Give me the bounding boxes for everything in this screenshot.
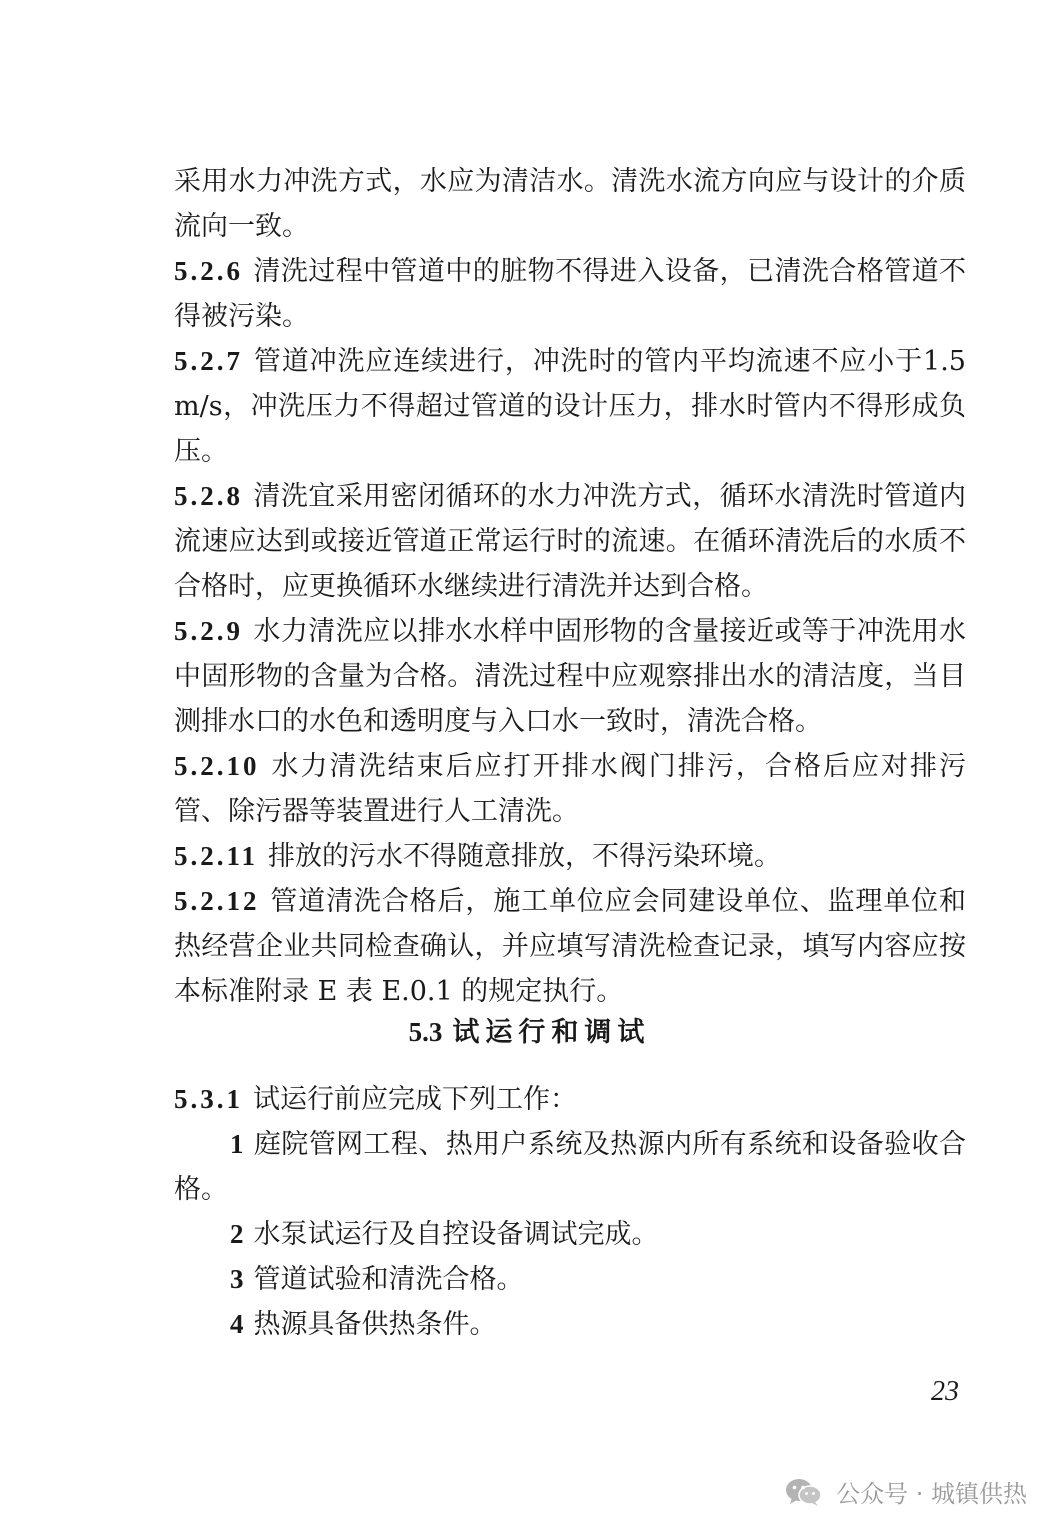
clause-text: 管道清洗合格后，施工单位应会同建设单位、监理单位和热经营企业共同检查确认，并应填写清洗检查记录，填写内容应按本标准附录 E 表 E.0.1 的规定执行。 — [174, 886, 966, 1007]
clause-5-2-6 — [174, 249, 966, 339]
clause-5-2-10 — [174, 744, 966, 834]
list-item — [174, 1302, 966, 1347]
clause-text: 清洗宜采用密闭循环的水力冲洗方式，循环水清洗时管道内流速应达到或接近管道正常运行时的流速。在循环清洗后的水质不合格时，应更换循环水继续进行清洗并达到合格。 — [174, 481, 966, 602]
section-heading — [0, 1010, 1059, 1055]
page-number: 23 — [931, 1376, 959, 1407]
clause-text: 管道冲洗应连续进行，冲洗时的管内平均流速不应小于1.5m/s，冲洗压力不得超过管道的设计压力，排水时管内不得形成负压。 — [174, 346, 966, 467]
wechat-icon — [784, 1477, 822, 1507]
paragraph-text: 采用水力冲洗方式，水应为清洁水。清洗水流方向应与设计的介质流向一致。 — [174, 166, 966, 242]
clause-text: 水力清洗应以排水水样中固形物的含量接近或等于冲洗用水中固形物的含量为合格。清洗过程中应观察排出水的清洁度，当目测排水口的水色和透明度与入口水一致时，清洗合格。 — [174, 616, 966, 737]
list-item-number: 1 — [230, 1129, 244, 1159]
list-item-number: 2 — [230, 1219, 244, 1249]
clause-number: 5.2.9 — [174, 616, 243, 646]
clause-number: 5.2.12 — [174, 886, 260, 916]
clause-number: 5.3.1 — [174, 1084, 243, 1114]
list-item-text: 管道试验和清洗合格。 — [253, 1264, 524, 1295]
clause-text: 清洗过程中管道中的脏物不得进入设备，已清洗合格管道不得被污染。 — [174, 256, 966, 332]
clause-number: 5.2.8 — [174, 481, 243, 511]
list-item-text: 庭院管网工程、热用户系统及热源内所有系统和设备验收合格。 — [174, 1129, 966, 1205]
list-item-text: 水泵试运行及自控设备调试完成。 — [253, 1219, 659, 1250]
list-item-number: 4 — [230, 1309, 244, 1339]
clause-number: 5.2.6 — [174, 256, 243, 286]
list-item — [174, 1257, 966, 1302]
clause-number: 5.2.7 — [174, 346, 243, 376]
clause-number: 5.2.11 — [174, 841, 259, 871]
clause-text: 试运行前应完成下列工作： — [253, 1084, 577, 1115]
paragraph-continuation — [174, 159, 966, 249]
clauses-5-2 — [174, 159, 966, 1014]
clause-5-2-8 — [174, 474, 966, 609]
clause-text: 水力清洗结束后应打开排水阀门排污，合格后应对排污管、除污器等装置进行人工清洗。 — [174, 751, 966, 827]
clause-number: 5.2.10 — [174, 751, 260, 781]
list-item-text: 热源具备供热条件。 — [253, 1309, 497, 1340]
list-item-number: 3 — [230, 1264, 244, 1294]
watermark — [784, 1474, 1027, 1509]
section-heading-text: 试运行和调试 — [452, 1017, 651, 1048]
clause-5-2-12 — [174, 879, 966, 1014]
section-number: 5.3 — [408, 1017, 443, 1047]
clause-text: 排放的污水不得随意排放，不得污染环境。 — [268, 841, 782, 872]
clause-5-3-1 — [174, 1077, 966, 1347]
list-item — [174, 1212, 966, 1257]
clause-5-2-9 — [174, 609, 966, 744]
clause-5-2-11 — [174, 834, 966, 879]
clause-5-2-7 — [174, 339, 966, 474]
watermark-text: 公众号 · 城镇供热 — [836, 1480, 1027, 1508]
list-item — [174, 1122, 966, 1212]
clause-5-3-1-intro — [174, 1077, 966, 1122]
